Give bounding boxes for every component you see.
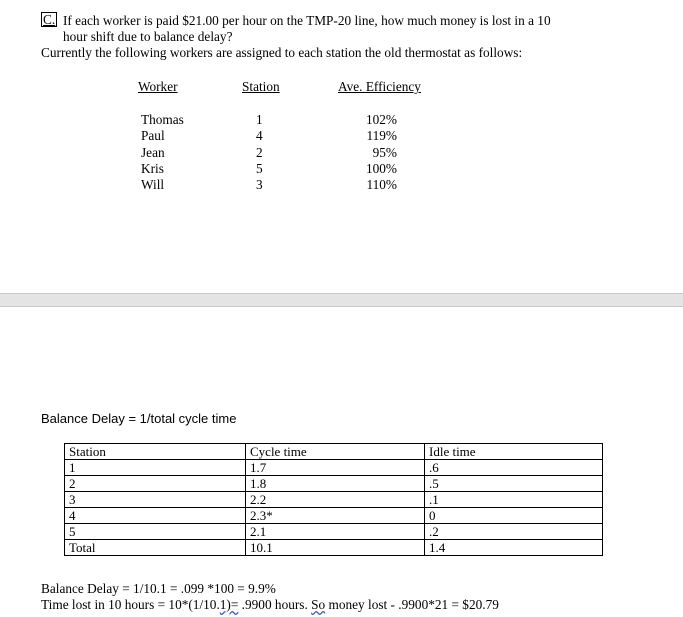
table-header-row [65,444,603,460]
table-cell: 2 [65,476,246,492]
table-cell: .2 [425,524,603,540]
table-cell: 2.3* [246,508,425,524]
table-cell: 10.1 [246,540,425,556]
station-table [64,443,603,556]
answer-text: .9900 hours. [238,597,312,612]
worker-station: 5 [256,161,263,176]
worker-name: Kris [141,161,164,176]
table-cell: 0 [425,508,603,524]
table-cell: .5 [425,476,603,492]
answer-text: money lost - .9900*21 = $20.79 [325,597,499,612]
question-line-2: hour shift due to balance delay? [63,29,233,44]
table-cell: .1 [425,492,603,508]
worker-efficiency: 95% [372,145,397,160]
intro-text: Currently the following workers are assigned to each station the old thermostat as follows: [41,45,523,60]
table-row [65,460,603,476]
table-cell: 2.1 [246,524,425,540]
worker-efficiency: 102% [365,112,397,127]
table-cell: 2.2 [246,492,425,508]
table-cell: 4 [65,508,246,524]
table-row [65,524,603,540]
header-efficiency: Ave. Efficiency [338,79,421,94]
answer-text: So [311,597,326,612]
header-station: Station [242,79,280,94]
worker-efficiency: 119% [366,128,397,143]
table-cell: Total [65,540,246,556]
table-row [65,476,603,492]
worker-name: Paul [141,128,165,143]
header-worker: Worker [138,79,178,94]
answer-text: Time lost in 10 hours = 10*(1/10. [41,597,220,612]
table-header-cell: Cycle time [246,444,425,460]
worker-name: Will [141,177,165,192]
question-line-1: If each worker is paid $21.00 per hour on the TMP-20 line, how much money is lost in a 10 [63,13,551,28]
table-row [65,508,603,524]
table-cell: .6 [425,460,603,476]
table-cell: 3 [65,492,246,508]
worker-station: 4 [256,128,263,143]
table-total-row [65,540,603,556]
balance-delay-formula: Balance Delay = 1/total cycle time [41,411,237,426]
table-row [65,492,603,508]
table-header-cell: Station [65,444,246,460]
worker-name: Jean [141,145,165,160]
table-cell: 5 [65,524,246,540]
table-cell: 1.7 [246,460,425,476]
table-cell: 1.8 [246,476,425,492]
table-cell: 1.4 [425,540,603,556]
worker-name: Thomas [141,112,184,127]
worker-efficiency: 110% [366,177,397,192]
worker-efficiency: 100% [365,161,397,176]
answer-line-1: Balance Delay = 1/10.1 = .099 *100 = 9.9% [41,581,276,596]
answer-line-2 [41,597,499,613]
page-break [0,293,683,307]
table-header-cell: Idle time [425,444,603,460]
worker-station: 1 [256,112,263,127]
worker-station: 3 [256,177,263,192]
question-letter: C. [43,12,56,27]
worker-station: 2 [256,145,263,160]
answer-text: 1)= [219,597,239,612]
table-cell: 1 [65,460,246,476]
